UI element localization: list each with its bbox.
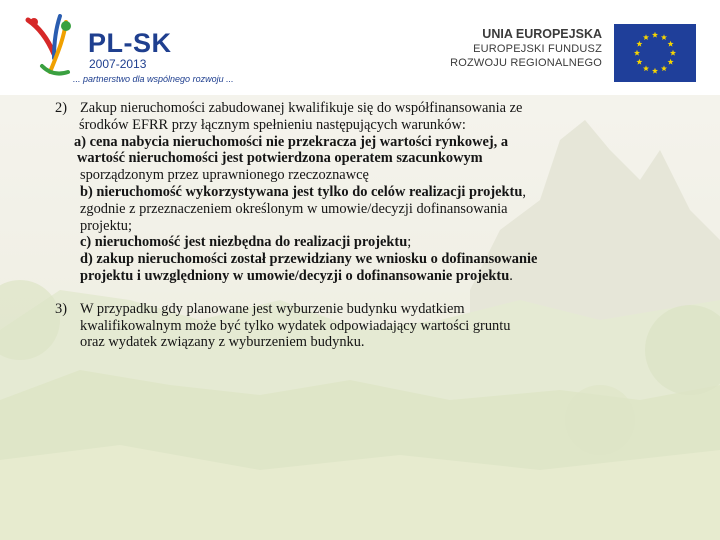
item-3-number: 3) — [55, 300, 67, 317]
eu-text-block — [450, 26, 602, 70]
document-body — [55, 100, 665, 351]
list-item-3 — [55, 301, 665, 351]
condition-d-line-2 — [80, 268, 665, 285]
eu-title: UNIA EUROPEJSKA — [482, 27, 602, 41]
condition-b-line-2: zgodnie z przeznaczeniem określonym w umowie/decyzji dofinansowania — [80, 200, 508, 217]
item-3-line-2: kwalifikowalnym może być tylko wydatek odpowiadający wartości gruntu — [80, 317, 511, 334]
item-2-line-1: Zakup nieruchomości zabudowanej kwalifikuje się do współfinansowania ze — [80, 100, 523, 116]
plsk-logo-years: 2007-2013 — [89, 57, 147, 71]
item-2-line-2: środków EFRR przy łącznym spełnieniu następujących warunków: — [79, 116, 466, 133]
condition-a-line-1: a) cena nabycia nieruchomości nie przekracza jej wartości rynkowej, a — [74, 133, 509, 150]
condition-a-line-3: sporządzonym przez uprawnionego rzeczoznawcę — [80, 167, 369, 184]
condition-d-period: . — [509, 267, 513, 284]
condition-b-line-3: projektu; — [80, 217, 132, 234]
header-bar — [0, 0, 720, 95]
item-2-number: 2) — [55, 100, 67, 116]
item-3-text — [80, 301, 665, 351]
condition-b-bold: b) nieruchomość wykorzystywana jest tylko do celów realizacji projektu — [80, 183, 523, 200]
condition-d-bold: projektu i uwzględniony w umowie/decyzji o dofinansowanie projektu — [80, 267, 510, 284]
item-3-line-3: oraz wydatek związany z wyburzeniem budynku. — [80, 334, 365, 351]
eu-flag-icon — [614, 24, 696, 82]
plsk-logo-name: PL-SK — [88, 28, 172, 58]
condition-c-line — [80, 234, 665, 251]
eu-fund-line2: ROZWOJU REGIONALNEGO — [450, 57, 602, 69]
item-2-text — [74, 100, 665, 285]
condition-b-comma: , — [522, 183, 526, 200]
condition-c-bold: c) nieruchomość jest niezbędna do realizacji projektu — [80, 234, 408, 251]
plsk-logo-tagline: ... partnerstwo dla wspólnego rozwoju ... — [73, 74, 234, 84]
condition-d-line-1: d) zakup nieruchomości został przewidziany we wniosku o dofinansowanie — [80, 251, 538, 268]
list-item-2 — [55, 100, 665, 285]
condition-b-line-1 — [80, 184, 665, 201]
condition-a-line-2: wartość nieruchomości jest potwierdzona operatem szacunkowym — [77, 150, 483, 167]
eu-fund-line1: EUROPEJSKI FUNDUSZ — [473, 43, 602, 55]
condition-c-semicolon: ; — [407, 234, 412, 251]
item-3-line-1: W przypadku gdy planowane jest wyburzenie budynku wydatkiem — [80, 300, 465, 317]
